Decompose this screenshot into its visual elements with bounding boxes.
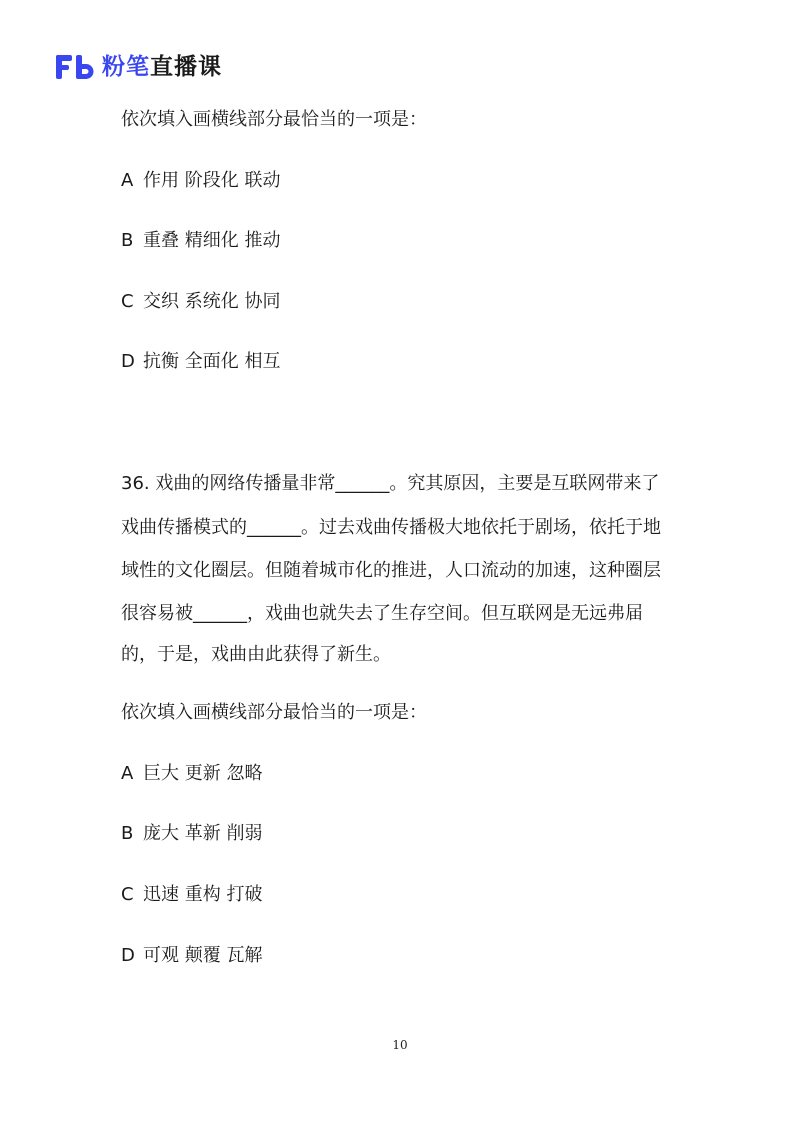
logo-text <box>102 54 222 80</box>
q36-option-a <box>121 762 262 786</box>
q36-stem-line-2: 戏曲传播模式的______。过去戏曲传播极大地依托于剧场，依托于地 <box>121 517 661 538</box>
option-text: 作用 阶段化 联动 <box>143 170 281 191</box>
option-letter: D <box>121 945 135 966</box>
brand-logo <box>56 54 222 80</box>
logo-suffix: 直播课 <box>150 54 222 80</box>
q35-option-c <box>121 290 280 314</box>
q36-stem-line-3: 域性的文化圈层。但随着城市化的推进，人口流动的加速，这种圈层 <box>121 560 661 581</box>
q35-option-a <box>121 169 280 193</box>
option-text: 迅速 重构 打破 <box>143 884 263 905</box>
q35-option-d <box>121 350 280 374</box>
q35-option-b <box>121 229 280 253</box>
option-letter: B <box>121 823 134 844</box>
option-letter: C <box>121 884 134 905</box>
option-text: 巨大 更新 忽略 <box>143 763 263 784</box>
q36-prompt: 依次填入画横线部分最恰当的一项是： <box>121 702 427 723</box>
fb-logo-icon <box>56 54 96 80</box>
q36-option-b <box>121 822 262 846</box>
option-letter: A <box>121 763 134 784</box>
option-text: 重叠 精细化 推动 <box>143 230 281 251</box>
q36-option-d <box>121 944 262 968</box>
option-text: 庞大 革新 削弱 <box>143 823 263 844</box>
q36-stem-line-1: 36. 戏曲的网络传播量非常______。究其原因，主要是互联网带来了 <box>121 473 660 494</box>
q36-stem-line-5: 的，于是，戏曲由此获得了新生。 <box>121 644 391 665</box>
option-text: 交织 系统化 协同 <box>143 291 281 312</box>
option-letter: B <box>121 230 134 251</box>
option-text: 抗衡 全面化 相互 <box>143 351 281 372</box>
q35-prompt: 依次填入画横线部分最恰当的一项是： <box>121 109 427 130</box>
logo-brand: 粉笔 <box>102 54 150 80</box>
option-text: 可观 颠覆 瓦解 <box>143 945 263 966</box>
option-letter: C <box>121 291 134 312</box>
q36-option-c <box>121 883 262 907</box>
option-letter: A <box>121 170 134 191</box>
page-number: 10 <box>392 1038 408 1052</box>
q36-stem-line-4: 很容易被______，戏曲也就失去了生存空间。但互联网是无远弗届 <box>121 603 643 624</box>
option-letter: D <box>121 351 135 372</box>
